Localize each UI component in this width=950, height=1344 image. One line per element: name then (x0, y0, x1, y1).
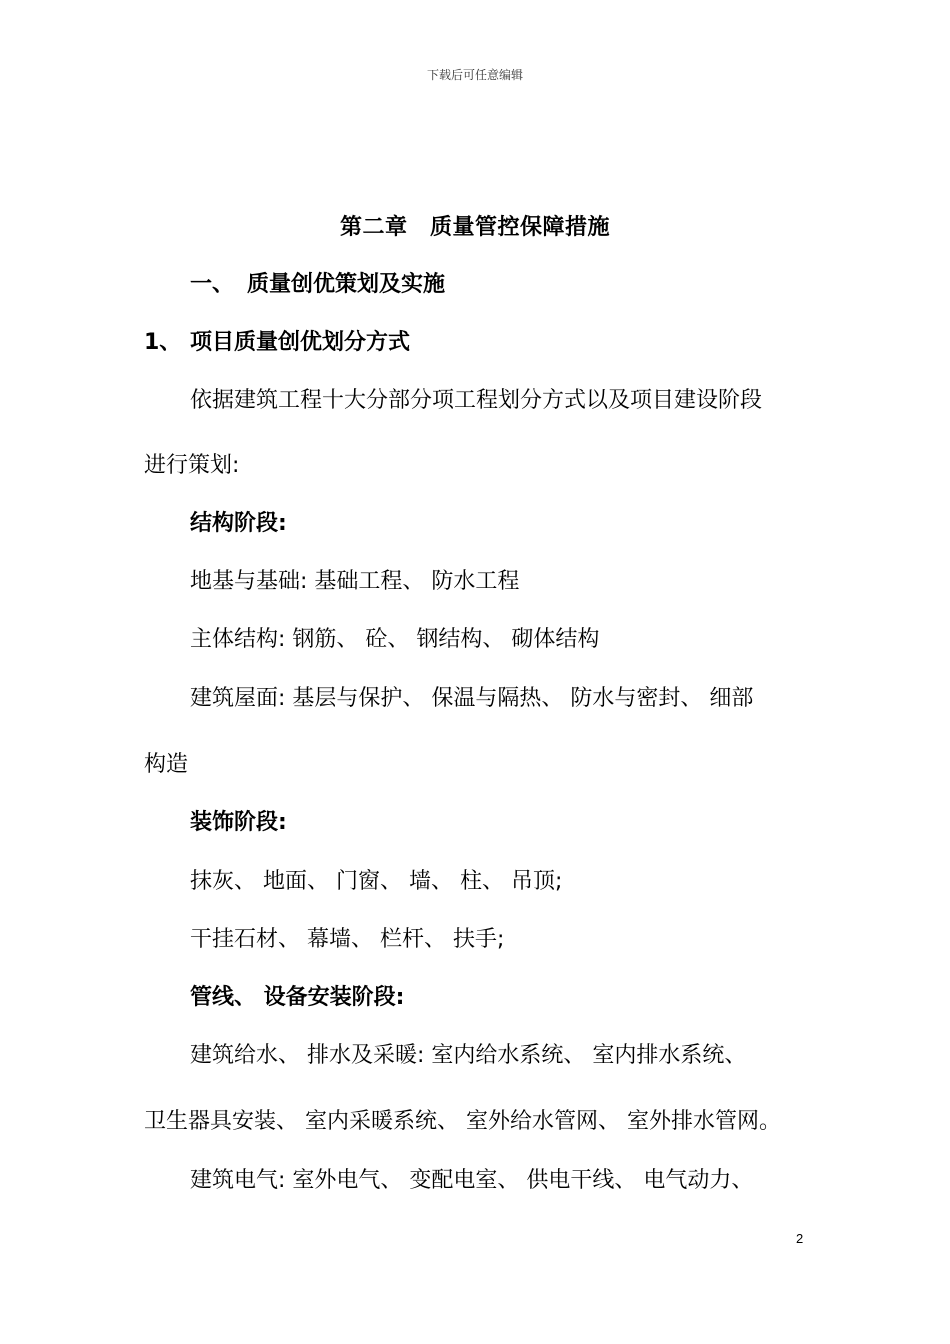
paragraph-line: 干挂石材、 幕墙、 栏杆、 扶手; (190, 927, 505, 952)
subsection-title: 项目质量创优划分方式 (190, 330, 411, 355)
section-title: 质量创优策划及实施 (247, 272, 446, 297)
paragraph-line: 建筑电气: 室外电气、 变配电室、 供电干线、 电气动力、 (190, 1168, 754, 1193)
section-number: 一、 (190, 272, 235, 297)
stage-heading: 装饰阶段: (190, 810, 287, 835)
subsection-heading (144, 328, 410, 358)
paragraph-line: 抹灰、 地面、 门窗、 墙、 柱、 吊顶; (190, 869, 563, 894)
page-number: 2 (796, 1231, 804, 1246)
chapter-title: 第二章 质量管控保障措施 (339, 215, 610, 240)
paragraph-line: 依据建筑工程十大分部分项工程划分方式以及项目建设阶段 (190, 388, 763, 413)
paragraph-line: 地基与基础: 基础工程、 防水工程 (190, 569, 520, 594)
section-heading (190, 270, 445, 300)
paragraph-line: 建筑屋面: 基层与保护、 保温与隔热、 防水与密封、 细部 (190, 686, 754, 711)
stage-heading: 结构阶段: (190, 511, 287, 536)
subsection-number: 1、 (144, 330, 182, 355)
paragraph-line: 卫生器具安装、 室内采暖系统、 室外给水管网、 室外排水管网。 (144, 1109, 781, 1134)
stage-heading: 管线、 设备安装阶段: (190, 985, 405, 1010)
page-header: 下载后可任意编辑 (426, 68, 523, 82)
paragraph-line: 建筑给水、 排水及采暖: 室内给水系统、 室内排水系统、 (190, 1043, 747, 1068)
paragraph-line: 主体结构: 钢筋、 砼、 钢结构、 砌体结构 (190, 627, 600, 652)
paragraph-line: 构造 (144, 752, 189, 777)
paragraph-line: 进行策划: (144, 453, 240, 478)
